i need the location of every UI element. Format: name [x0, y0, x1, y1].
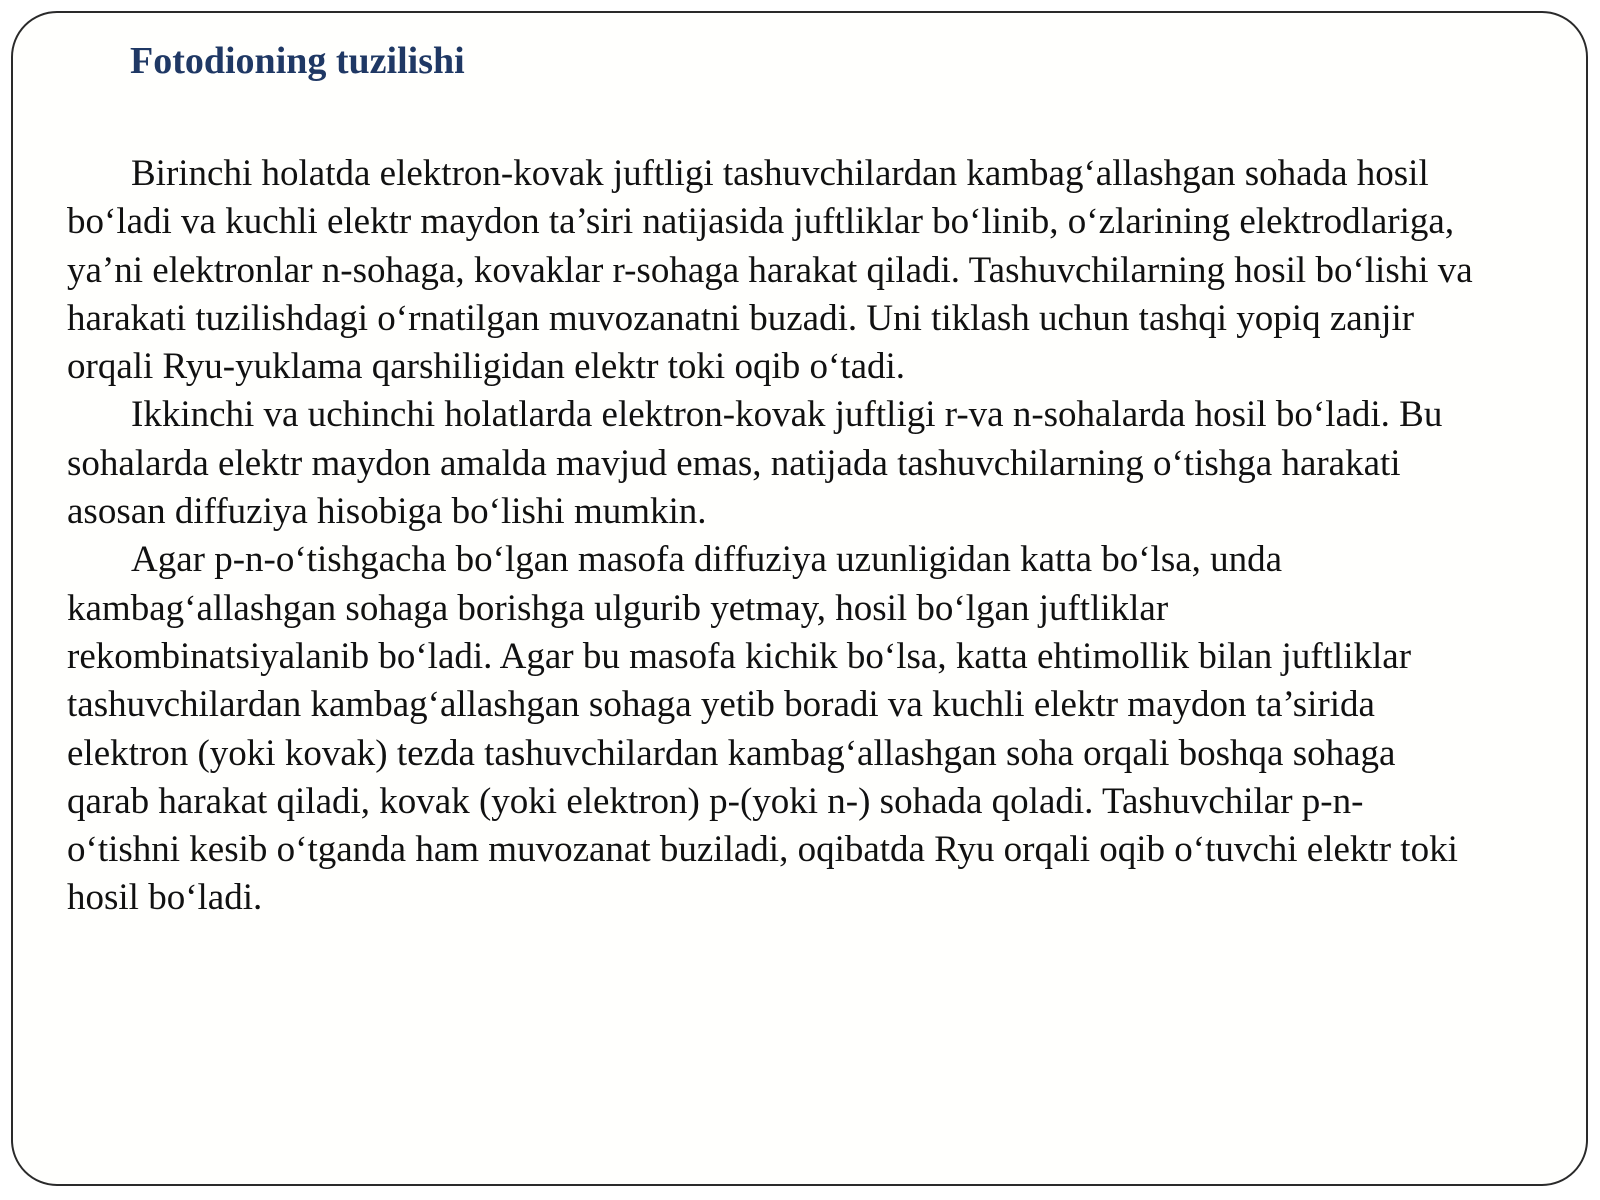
paragraph-1: Birinchi holatda elektron-kovak juftligi tashuvchilardan kambag‘allashgan sohada hosil bo‘ladi va kuchli elektr maydon ta’siri natijasida juftliklar bo‘linib, o‘zlarining elektrodlariga, ya’ni elektronlar n-sohaga, kovaklar r-sohaga harakat qiladi. Tashuvchilarning hosil bo‘lishi va harakati tuzilishdagi o‘rnatilgan muvozanatni buzadi. Uni tiklash uchun tashqi yopiq zanjir orqali Ryu-yuklama qarshiligidan elektr toki oqib o‘tadi. — [67, 153, 1473, 388]
paragraph-3: Agar p-n-o‘tishgacha bo‘lgan masofa diffuziya uzunligidan katta bo‘lsa, unda kambag‘allashgan sohaga borishga ulgurib yetmay, hosil bo‘lgan juftliklar rekombinatsiyalanib bo‘ladi. Agar bu masofa kichik bo‘lsa, katta ehtimollik bilan juftliklar tashuvchilardan kambag‘allashgan sohaga yetib boradi va kuchli elektr maydon ta’sirida elektron (yoki kovak) tezda tashuvchilardan kambag‘allashgan soha orqali boshqa sohaga qarab harakat qiladi, kovak (yoki elektron) p-(yoki n-) sohada qoladi. Tashuvchilar p-n- o‘tishni kesib o‘tganda ham muvozanat buziladi, oqibatda Ryu orqali oqib o‘tuvchi elektr toki hosil bo‘ladi. — [67, 539, 1458, 919]
slide-frame — [11, 11, 1588, 1186]
slide-title: Fotodioning tuzilishi — [130, 40, 465, 82]
paragraph-2: Ikkinchi va uchinchi holatlarda elektron-kovak juftligi r-va n-sohalarda hosil bo‘ladi. Bu sohalarda elektr maydon amalda mavjud emas, natijada tashuvchilarning o‘tishga harakati asosan diffuziya hisobiga bo‘lishi mumkin. — [67, 394, 1443, 533]
slide-body — [67, 150, 1477, 923]
